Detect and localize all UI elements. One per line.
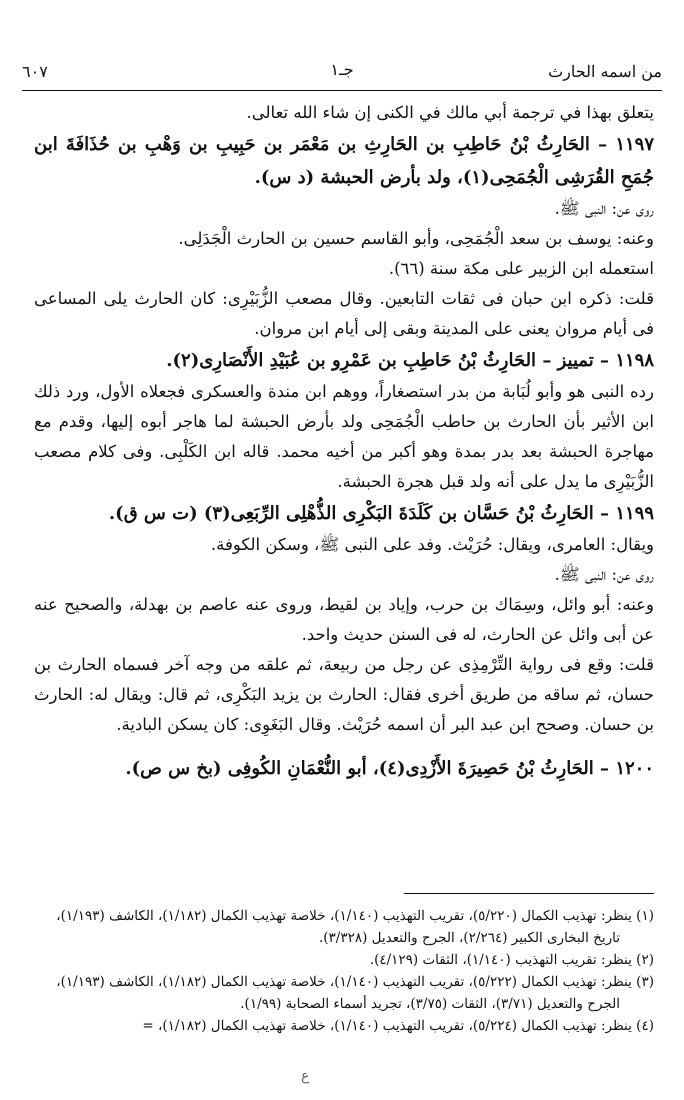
paragraph: قلت: ذكره ابن حبان فى ثقات التابعين. وقال مصعب الزُّبَيْرِى: كان الحارث يلى المساعى فى أيام مروان يعنى على المدينة وبقى إلى أيام ابن مروان. — [34, 289, 654, 338]
page-number: ٦٠٧ — [22, 62, 48, 81]
page-header — [22, 58, 662, 88]
paragraph: رده النبى هو وأبو لُبَابة من بدر استصغاراً، ووهم ابن مندة والعسكرى فجعلاه الأول، ورد ذلك ابن الأثير بأن الحارث بن حاطب الْجُمَحِى ولد بأرض الحبشة لما هاجر أبوه إليها، وقدم مع مهاجرة الحبشة بعد بدر بمدة وهو أكبر من أخيه محمد. قاله ابن الكَلْبِى. وفى كلام مصعب الزُّبَيْرِى ما يدل على أنه ولد قبل هجرة الحبشة. — [34, 382, 654, 491]
entry-heading: ١١٩٧ – الحَارِثُ بْنُ حَاطِبِ بن الحَارِثِ بن مَعْمَر بن حَبِيبِ بن وَهْبِ بن حُذَافَةَ ابن جُمَحِ القُرَشِى الْجُمَحِى(١)، ولد بأرض الحبشة (د س). — [34, 134, 654, 188]
paragraph: وعنه: أبو وائل، وسِمَاك بن حرب، وإياد بن لقيط، وروى عنه عاصم بن بهدلة، والصحيح عنه عن أبى وائل عن الحارث، له فى السنن حديث واحد. — [34, 595, 654, 644]
entry-heading: ١٢٠٠ – الحَارِثُ بْنُ حَصِيرَةَ الأَزْدِى(٤)، أبو النُّعْمَانِ الكُوفِى (بخ س ص). — [125, 758, 654, 779]
footnote: (٤) ينظر: تهذيب الكمال (٥/٢٢٤)، تقريب التهذيب (١/١٤٠)، خلاصة تهذيب الكمال (١/١٨٢)، = — [142, 1018, 654, 1034]
footnote-rule — [404, 893, 654, 894]
paragraph: استعمله ابن الزبير على مكة سنة (٦٦). — [388, 259, 654, 278]
paragraph: وعنه: يوسف بن سعد الْجُمَحِى، وأبو القاسم حسين بن الحارث الْجَدَلِى. — [178, 229, 654, 248]
entry-heading: ١١٩٩ – الحَارِثُ بْنُ حَسَّان بن كَلَدَةَ البَكْرِى الذُّهْلِى الرِّبَعِى(٣) (ت س ق). — [108, 503, 654, 524]
footnotes — [34, 905, 654, 1037]
paragraph: يتعلق بهذا في ترجمة أبي مالك في الكنى إن شاء الله تعالى. — [246, 103, 654, 122]
paragraph: ويقال: العامرى، ويقال: حُرَيْث. وفد على النبى ﷺ، وسكن الكوفة. — [210, 535, 654, 554]
body-text — [34, 98, 654, 784]
paragraph: روى عن: النبى ﷺ. — [554, 199, 654, 218]
entry-heading: ١١٩٨ – تمييز – الحَارِثُ بْنُ حَاطِبِ بن عَمْرِو بن عُبَيْدِ الأَنْصَارِى(٢). — [166, 350, 654, 371]
paragraph: قلت: وقع فى رواية التِّرْمِذِى عن رجل من ربيعة، ثم علقه من وجه آخر فسماه الحارث بن حسان، ثم ساقه من طريق أخرى فقال: الحارث بن يزيد البَكْرِى، ثم قال: ويقال له: الحارث بن حسان. وصحح ابن عبد البر أن اسمه حُرَيْث. وقال البَغَوِى: كان يسكن البادية. — [34, 655, 654, 734]
footnote: (٢) ينظر: تقريب التهذيب (١/١٤٠)، الثقات (٤/١٢٩). — [369, 952, 654, 968]
paragraph: روى عن: النبى ﷺ. — [554, 565, 654, 584]
running-title: من اسمه الحارث — [548, 62, 662, 81]
volume-label: جـ١ — [330, 60, 354, 79]
bottom-mark: ع — [300, 1068, 310, 1084]
footnote: (١) ينظر: تهذيب الكمال (٥/٢٢٠)، تقريب التهذيب (١/١٤٠)، خلاصة تهذيب الكمال (١/١٨٢)، الكاشف (١/١٩٣)، تاريخ البخارى الكبير (٢/٢٦٤)، الجرح والتعديل (٣/٣٢٨). — [56, 908, 654, 946]
header-rule — [22, 90, 662, 91]
footnote: (٣) ينظر: تهذيب الكمال (٥/٢٢٢)، تقريب التهذيب (١/١٤٠)، خلاصة تهذيب الكمال (١/١٨٢)، الكاشف (١/١٩٣)، الجرح والتعديل (٣/٧١)، الثقات (٣/٧٥)، تجريد أسماء الصحابة (١/٩٩). — [56, 974, 654, 1012]
